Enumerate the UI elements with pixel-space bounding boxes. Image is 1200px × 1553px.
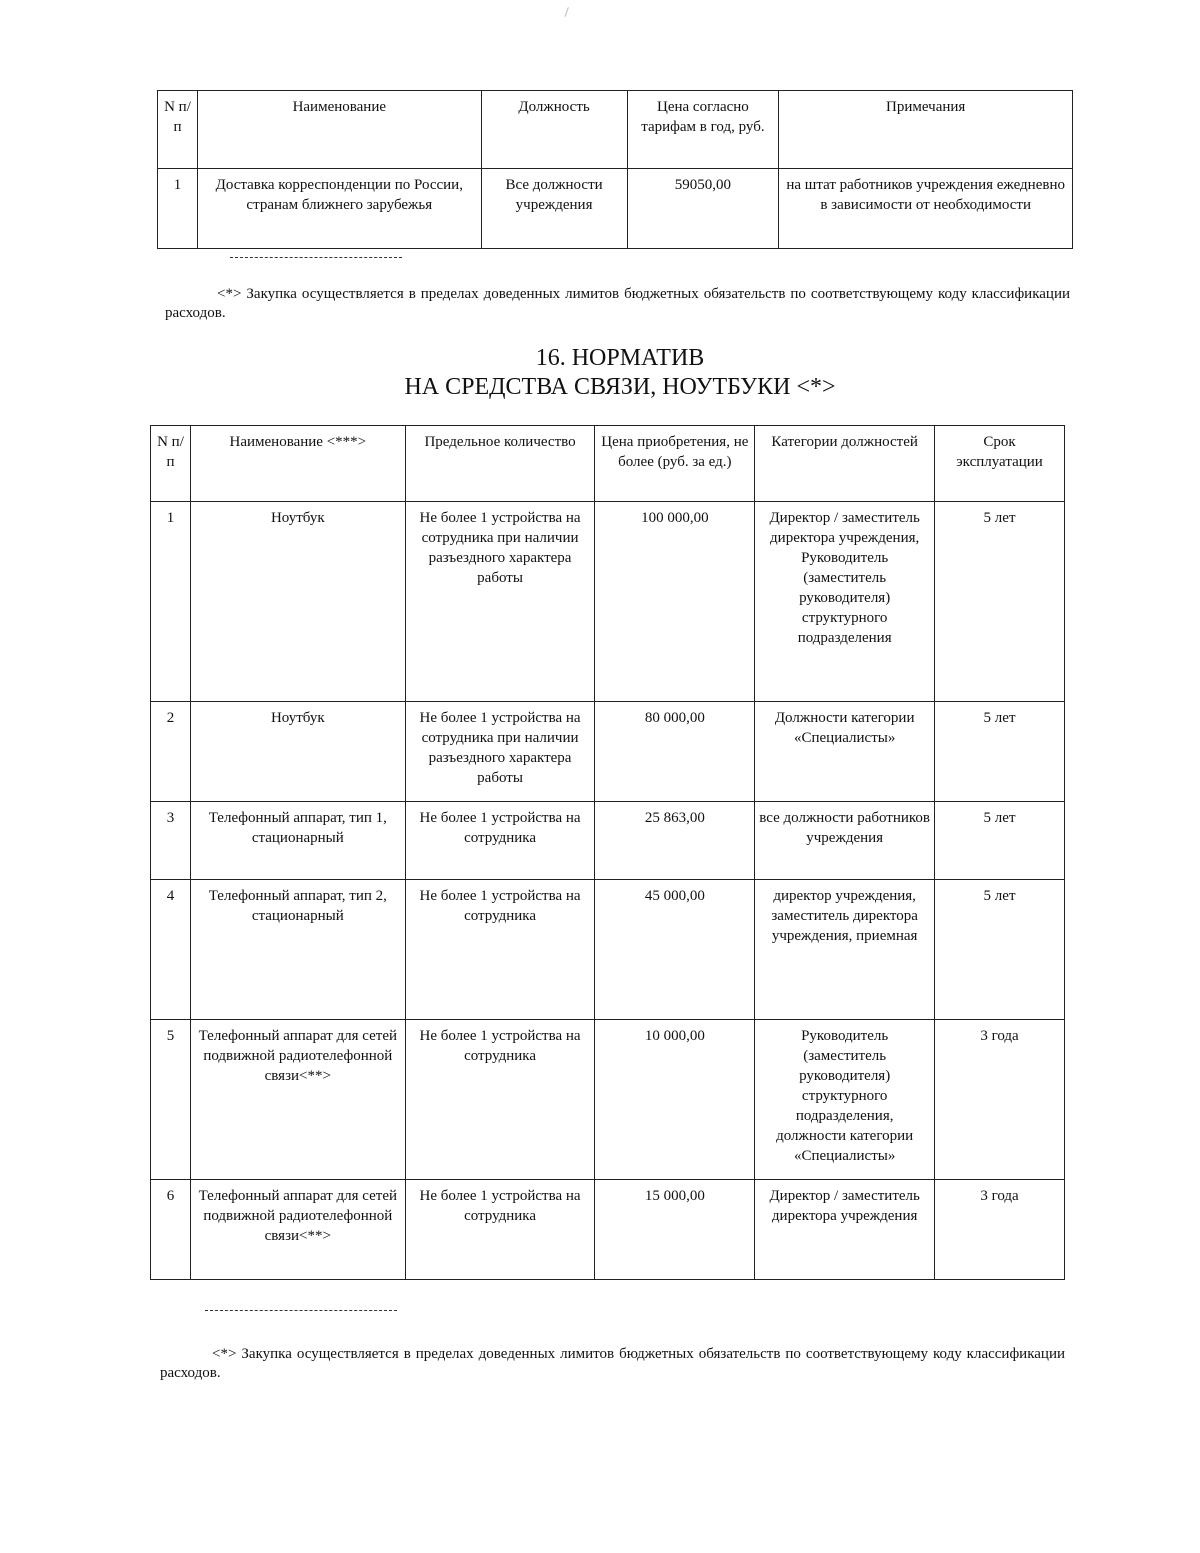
header-number: N п/п — [151, 426, 191, 502]
header-name: Наименование <***> — [190, 426, 405, 502]
cell-max-quantity: Не более 1 устройства на сотрудника при наличии разъездного характера работы — [405, 502, 595, 702]
cell-service-life: 3 года — [935, 1020, 1065, 1180]
cell-number: 4 — [151, 880, 191, 1020]
section-title-line2: НА СРЕДСТВА СВЯЗИ, НОУТБУКИ <*> — [404, 374, 836, 400]
table-header-row — [151, 426, 1065, 502]
cell-categories: Должности категории «Специалисты» — [755, 702, 935, 802]
cell-number: 2 — [151, 702, 191, 802]
header-number: N п/п — [158, 91, 198, 169]
table-row — [151, 880, 1065, 1020]
table-header-row — [158, 91, 1073, 169]
cell-position: Все должности учреждения — [481, 169, 627, 249]
footnote — [165, 285, 1070, 323]
cell-service-life: 5 лет — [935, 880, 1065, 1020]
cell-max-quantity: Не более 1 устройства на сотрудника — [405, 802, 595, 880]
cell-name: Телефонный аппарат для сетей подвижной радиотелефонной связи<**> — [190, 1180, 405, 1280]
cell-notes: на штат работников учреждения ежедневно в зависимости от необходимости — [779, 169, 1073, 249]
cell-max-quantity: Не более 1 устройства на сотрудника — [405, 1180, 595, 1280]
footnote-text: <*> Закупка осуществляется в пределах доведенных лимитов бюджетных обязательств по соответствующему коду классификации расходов. — [165, 286, 1070, 321]
scan-mark — [565, 7, 575, 19]
cell-categories: Директор / заместитель директора учреждения, Руководитель (заместитель руководителя) структурного подразделения — [755, 502, 935, 702]
cell-service-life: 5 лет — [935, 502, 1065, 702]
header-price: Цена согласно тарифам в год, руб. — [627, 91, 779, 169]
cell-categories: все должности работников учреждения — [755, 802, 935, 880]
cell-number: 3 — [151, 802, 191, 880]
table-row — [151, 502, 1065, 702]
cell-service-life: 5 лет — [935, 802, 1065, 880]
header-categories: Категории должностей — [755, 426, 935, 502]
header-max-quantity: Предельное количество — [405, 426, 595, 502]
section-title — [300, 344, 940, 402]
cell-service-life: 5 лет — [935, 702, 1065, 802]
footnote-separator — [205, 1310, 397, 1311]
cell-max-quantity: Не более 1 устройства на сотрудника — [405, 880, 595, 1020]
header-notes: Примечания — [779, 91, 1073, 169]
header-position: Должность — [481, 91, 627, 169]
cell-name: Ноутбук — [190, 702, 405, 802]
cell-max-quantity: Не более 1 устройства на сотрудника при наличии разъездного характера работы — [405, 702, 595, 802]
cell-name: Телефонный аппарат, тип 2, стационарный — [190, 880, 405, 1020]
table-communication-devices — [150, 425, 1065, 1280]
cell-number: 5 — [151, 1020, 191, 1180]
footnote-separator — [230, 257, 402, 258]
cell-price: 100 000,00 — [595, 502, 755, 702]
cell-service-life: 3 года — [935, 1180, 1065, 1280]
table-row — [158, 169, 1073, 249]
cell-number: 6 — [151, 1180, 191, 1280]
cell-max-quantity: Не более 1 устройства на сотрудника — [405, 1020, 595, 1180]
cell-price: 80 000,00 — [595, 702, 755, 802]
header-price: Цена приобретения, не более (руб. за ед.) — [595, 426, 755, 502]
footnote-text: <*> Закупка осуществляется в пределах доведенных лимитов бюджетных обязательств по соответствующему коду классификации расходов. — [160, 1346, 1065, 1381]
cell-name: Телефонный аппарат для сетей подвижной радиотелефонной связи<**> — [190, 1020, 405, 1180]
table-row — [151, 802, 1065, 880]
section-title-line1: 16. НОРМАТИВ — [535, 345, 705, 371]
cell-categories: директор учреждения, заместитель директора учреждения, приемная — [755, 880, 935, 1020]
cell-categories: Руководитель (заместитель руководителя) структурного подразделения, должности категории «Специалисты» — [755, 1020, 935, 1180]
header-name: Наименование — [197, 91, 481, 169]
header-service-life: Срок эксплуатации — [935, 426, 1065, 502]
cell-name: Телефонный аппарат, тип 1, стационарный — [190, 802, 405, 880]
cell-name: Доставка корреспонденции по России, странам ближнего зарубежья — [197, 169, 481, 249]
cell-categories: Директор / заместитель директора учреждения — [755, 1180, 935, 1280]
cell-price: 25 863,00 — [595, 802, 755, 880]
table-postal-services — [157, 90, 1073, 249]
cell-price: 10 000,00 — [595, 1020, 755, 1180]
cell-number: 1 — [158, 169, 198, 249]
table-row — [151, 1180, 1065, 1280]
table-row — [151, 702, 1065, 802]
cell-price: 45 000,00 — [595, 880, 755, 1020]
cell-name: Ноутбук — [190, 502, 405, 702]
cell-price: 59050,00 — [627, 169, 779, 249]
table-row — [151, 1020, 1065, 1180]
footnote — [160, 1345, 1065, 1383]
cell-price: 15 000,00 — [595, 1180, 755, 1280]
cell-number: 1 — [151, 502, 191, 702]
